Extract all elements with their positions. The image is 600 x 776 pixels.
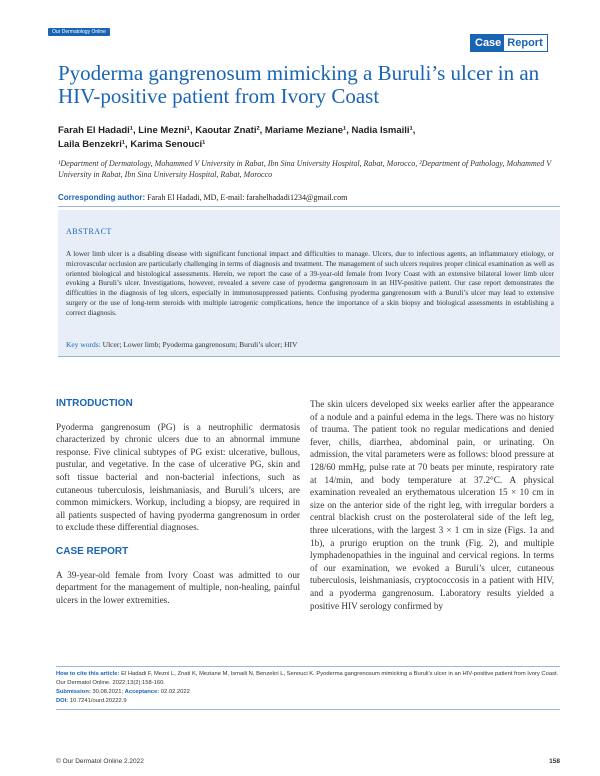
submission-date: 30.08.2021; [92,689,124,695]
right-column [310,398,554,624]
citation-text: El Hadadi F, Mezni L, Znati K, Meziane M, Ismaili N, Benzekri L, Senouci K. Pyoderma gangrenosum mimicking a Buruli’s ulcer in an HIV-positive patient from Ivory Coast. Our Dermatol Online. 2022;13(2):158-160. [56,671,559,686]
divider [58,356,560,357]
footer-copyright: © Our Dermatol Online 2.2022 [56,758,144,765]
abstract-body: A lower limb ulcer is a disabling disease with significant functional impact and difficulties to manage. Ulcers, due to infectious agents, an inflammatory etiology, or microvascular occlusion are particularly challenging in terms of diagnosis and treatment. The management of such ulcers requires proper clinical examination as well as oriented biological and histological assessments. Herein, we report the case of a 39-year-old female from Ivory Coast with an extensive bilateral lower limb ulcer evoking a Buruli’s ulcer. Investigations, however, revealed a severe case of pyoderma gangrenosum in an HIV-positive patient. Our case report demonstrates the difficulties in the diagnosis of leg ulcers, especially in immunosuppressed patients. Confusing pyoderma gangrenosum with a Buruli’s ulcer may lead to extensive surgery or the use of long-term steroids with multiple iatrogenic complications, hence the importance of a skin biopsy and biological assessments in establishing a correct diagnosis. [66,250,554,317]
authors-line-1: Farah El Hadadi¹, Line Mezni¹, Kaoutar Znati², Mariame Meziane¹, Nadia Ismaili¹, [58,125,416,136]
affiliations: ¹Department of Dermatology, Mohammed V University in Rabat, Ibn Sina University Hospital, Rabat, Morocco, ²Department of Pathology, Mohammed V University in Rabat, Ibn Sina University Hospital, Rabat, Morocco [58,159,552,179]
keywords-label: Key words: [66,340,101,349]
page-number: 158 [549,758,560,765]
citation-label: How to cite this article: [56,671,120,677]
article-type-badge [470,34,548,52]
citation-line [56,670,560,688]
acceptance-label: Acceptance: [124,689,160,695]
corresponding-text: Farah El Hadadi, MD, E-mail: farahelhadadi1234@gmail.com [147,193,348,202]
doi-link[interactable]: 10.7241/ourd.20222.9 [69,698,127,704]
author-list [58,124,558,152]
dates-line [56,688,560,697]
citation-box [56,666,560,710]
submission-label: Submission: [56,689,91,695]
badge-part-case: Case [471,35,504,51]
acceptance-date: 02.02.2022 [160,689,190,695]
keywords [66,340,554,349]
section-heading-case-report: CASE REPORT [56,545,129,557]
case-report-paragraph-right: The skin ulcers developed six weeks earlier after the appearance of a nodule and a painful edema in the legs. There was no history of trauma. The patient took no regular medications and denied fever, chills, diarrhea, abdominal pain, or urinating. On admission, the vital parameters were as follows: blood pressure at 128/60 mmHg, pulse rate at 70 beats per minute, respiratory rate at 14/min, and body temperature at 37.2°C. A physical examination revealed an erythematous ulceration 15 × 10 cm in size on the anterior side of the right leg, with irregular borders a central blackish crust on the posterolateral side of the left leg, three ulcerations, with the largest 3 × 1 cm in size (Figs. 1a and 1b), a prurigo eruption on the trunk (Fig. 2), and multiple lymphadenopathies in the inguinal and cervical regions. In terms of our examination, we evoked a Buruli’s ulcer, cutaneous tuberculosis, leishmaniasis, cryptococcosis in a patient with HIV, and a pyoderma gangrenosum. Laboratory results yielded a positive HIV serology confirmed by [310,399,554,611]
divider [58,206,560,207]
doi-line [56,697,560,706]
doi-label: DOI: [56,698,69,704]
left-column [56,398,300,618]
abstract-heading: ABSTRACT [66,227,112,236]
article-title: Pyoderma gangrenosum mimicking a Buruli’s ulcer in an HIV-positive patient from Ivory Coast [58,61,540,108]
corresponding-author [58,193,558,202]
introduction-paragraph: Pyoderma gangrenosum (PG) is a neutrophilic dermatosis characterized by chronic ulcers due to an abnormal immune response. Five clinical subtypes of PG exist: ulcerative, bullous, pustular, and vegetative. In the case of ulcerative PG, skin and soft tissue bacterial and non-bacterial infections, such as cutaneous tuberculosis, leishmaniasis, and Buruli’s ulcers, are common mimickers. Workup, including a biopsy, are required in all patients suspected of having pyoderma gangrenosum in order to exclude these differential diagnoses. [56,421,300,533]
journal-tag: Our Dermatology Online [48,28,110,36]
page-footer [56,758,560,765]
authors-line-2: Laila Benzekri¹, Karima Senouci¹ [58,139,206,150]
badge-part-report: Report [507,37,543,49]
keywords-text: Ulcer; Lower limb; Pyoderma gangrenosum; Buruli’s ulcer; HIV [102,340,298,349]
section-heading-introduction: INTRODUCTION [56,398,133,409]
case-report-paragraph-left: A 39-year-old female from Ivory Coast was admitted to our department for the management of multiple, non-healing, painful ulcers in the lower extremities. [56,569,300,605]
corresponding-label: Corresponding author: [58,193,146,202]
